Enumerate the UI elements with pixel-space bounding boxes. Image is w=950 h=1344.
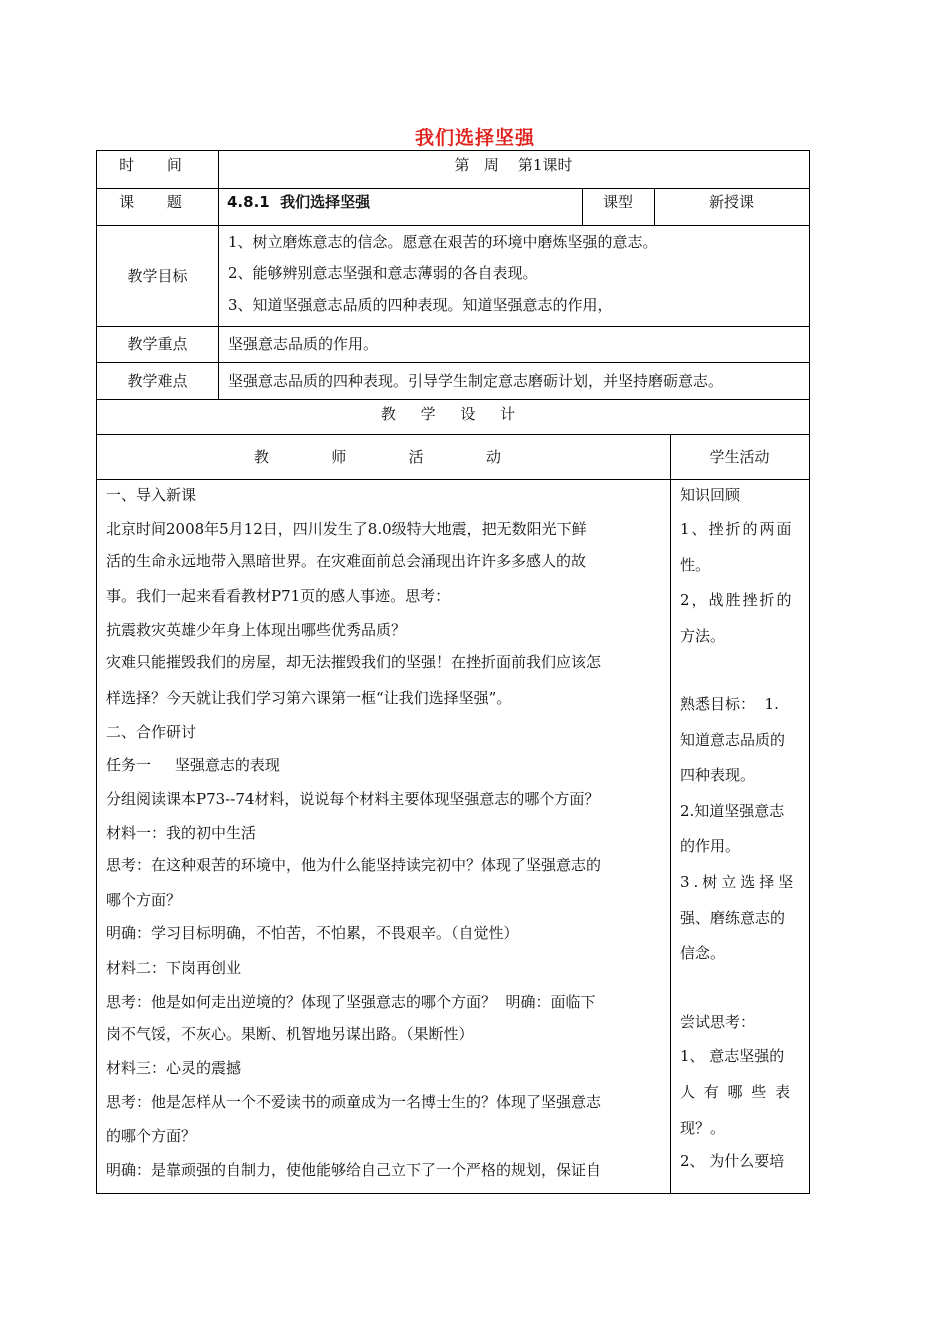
text-line: 强、磨练意志的 [680, 909, 786, 927]
text-line: 性。 [680, 556, 711, 574]
document-title: 我们选择坚强 [414, 127, 535, 149]
goal-item: 3、知道坚强意志品质的四种表现。知道坚强意志的作用， [228, 296, 613, 314]
text-line: 2、 为什么要培 [680, 1152, 785, 1170]
goals-label: 教学目标 [127, 266, 188, 285]
text-line: 尝试思考： [680, 1013, 756, 1031]
text-line: 人 有 哪 些 表 [680, 1083, 793, 1101]
text-line: 熟悉目标： 1. [680, 695, 779, 713]
text-line: 方法。 [680, 627, 726, 645]
text-line: 2，战胜挫折的 [680, 591, 794, 609]
row-divider [97, 479, 809, 480]
time-label: 时 间 [119, 156, 196, 174]
text-line: 3.树立选择坚 [680, 873, 798, 891]
key-points-value: 坚强意志品质的作用。 [228, 335, 379, 353]
text-line: 材料二：下岗再创业 [106, 959, 242, 977]
text-line: 抗震救灾英雄少年身上体现出哪些优秀品质？ [106, 621, 407, 639]
column-divider [218, 151, 219, 399]
column-divider [670, 434, 671, 1193]
text-line: 岗不气馁，不灰心。果断、机智地另谋出路。（果断性） [106, 1025, 474, 1043]
text-line: 北京时间2008年5月12日，四川发生了8.0级特大地震，把无数阳光下鲜 [106, 520, 587, 538]
text-line: 思考：在这种艰苦的环境中，他为什么能坚持读完初中？体现了坚强意志的 [106, 856, 602, 874]
key-points-label: 教学重点 [127, 335, 188, 353]
design-header: 教 学 设 计 [380, 405, 526, 423]
difficult-points-value: 坚强意志品质的四种表现。引导学生制定意志磨砺计划，并坚持磨砺意志。 [228, 371, 724, 390]
teacher-activity-header: 教 师 活 动 [254, 447, 513, 466]
text-line: 知识回顾 [680, 486, 741, 504]
difficult-points-label: 教学难点 [127, 371, 188, 390]
text-line: 明确：学习目标明确，不怕苦，不怕累，不畏艰辛。（自觉性） [106, 924, 519, 942]
text-line: 思考：他是怎样从一个不爱读书的顽童成为一名博士生的？体现了坚强意志 [106, 1093, 602, 1111]
text-line: 活的生命永远地带入黑暗世界。在灾难面前总会涌现出许许多多感人的故 [106, 552, 587, 570]
text-line: 哪个方面？ [106, 891, 182, 909]
text-line: 材料三：心灵的震撼 [106, 1059, 242, 1077]
text-line: 1、挫折的两面 [680, 520, 794, 538]
time-value: 第 周 第1课时 [454, 156, 573, 174]
text-line: 2.知道坚强意志 [680, 802, 785, 820]
topic-label: 课 题 [119, 193, 196, 211]
text-line: 事。我们一起来看看教材P71页的感人事迹。思考： [106, 587, 451, 605]
text-line: 1、 意志坚强的 [680, 1047, 785, 1065]
goal-item: 2、能够辨别意志坚强和意志薄弱的各自表现。 [228, 264, 538, 282]
text-line: 四种表现。 [680, 766, 756, 784]
text-line: 思考：他是如何走出逆境的？体现了坚强意志的哪个方面？ 明确：面临下 [106, 993, 596, 1011]
text-line: 灾难只能摧毁我们的房屋，却无法摧毁我们的坚强！在挫折面前我们应该怎 [106, 653, 602, 671]
text-line: 现？。 [680, 1119, 726, 1137]
student-activity-header: 学生活动 [709, 447, 770, 466]
text-line: 材料一：我的初中生活 [106, 824, 257, 842]
type-value: 新授课 [708, 193, 754, 211]
type-label: 课型 [602, 193, 633, 211]
text-line: 的哪个方面？ [106, 1127, 197, 1145]
text-line: 的作用。 [680, 837, 741, 855]
text-line: 任务一 坚强意志的表现 [106, 756, 280, 774]
text-line: 知道意志品质的 [680, 731, 786, 749]
goal-item: 1、树立磨炼意志的信念。愿意在艰苦的环境中磨炼坚强的意志。 [228, 233, 658, 251]
topic-value: 4.8.1 我们选择坚强 [227, 193, 371, 211]
text-line: 一、导入新课 [106, 486, 197, 504]
text-line: 分组阅读课本P73--74材料，说说每个材料主要体现坚强意志的哪个方面？ [106, 790, 600, 808]
text-line: 明确：是靠顽强的自制力，使他能够给自己立下了一个严格的规划，保证自 [106, 1161, 602, 1179]
text-line: 二、合作研讨 [106, 723, 197, 741]
text-line: 信念。 [680, 944, 726, 962]
text-line: 样选择？今天就让我们学习第六课第一框“让我们选择坚强”。 [106, 689, 512, 707]
